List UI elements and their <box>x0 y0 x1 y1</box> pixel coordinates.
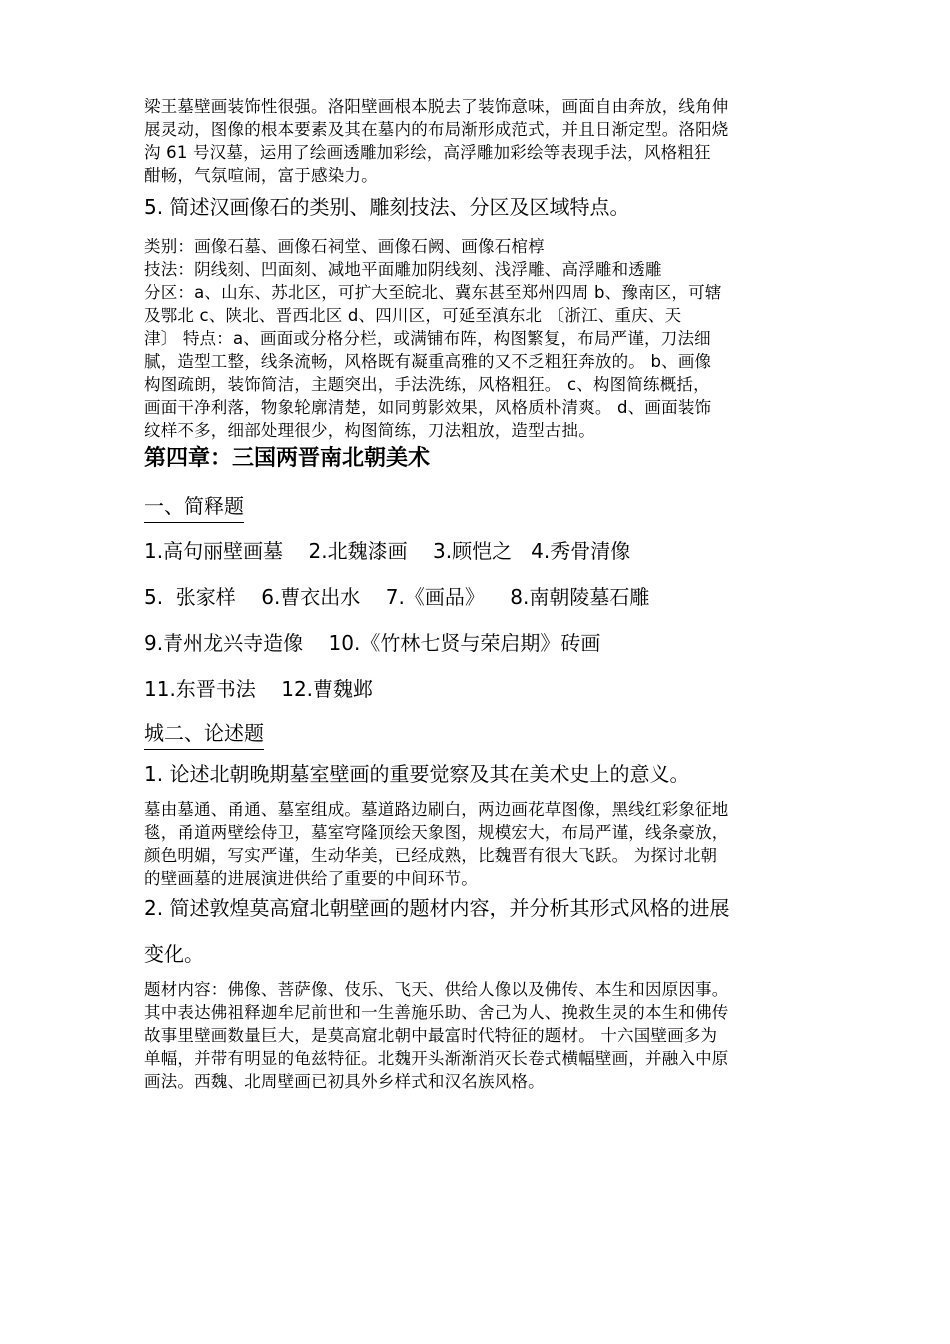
text-line: 的壁画墓的进展演进供给了重要的中间环节。 <box>144 869 478 888</box>
term-row: 11.东晋书法 12.曹魏邺 <box>144 677 374 701</box>
question-5: 5. 简述汉画像石的类别、雕刻技法、分区及区域特点。 <box>144 195 630 219</box>
answer-2 <box>144 978 814 1093</box>
question-1: 1. 论述北朝晚期墓室壁画的重要觉察及其在美术史上的意义。 <box>144 762 690 786</box>
text-line: 津〕 特点：a、画面或分格分栏，或满铺布阵，构图繁复，布局严谨，刀法细 <box>144 329 711 348</box>
question-2 <box>144 894 814 968</box>
text-line: 酣畅，气氛喧闹，富于感染力。 <box>144 166 378 185</box>
text-line: 画法。西魏、北周壁画已初具外乡样式和汉名族风格。 <box>144 1072 545 1091</box>
text-line: 画面干净利落，物象轮廓清楚，如同剪影效果，风格质朴清爽。 d、画面装饰 <box>144 398 712 417</box>
section-title: 一、简释题 <box>144 492 244 523</box>
term-row: 1.高句丽壁画墓 2.北魏漆画 3.顾恺之 4.秀骨清像 <box>144 539 631 563</box>
text-line: 毯，甬道两壁绘侍卫，墓室穹隆顶绘天象图，规模宏大，布局严谨，线条豪放， <box>144 823 729 842</box>
text-line: 变化。 <box>144 942 204 966</box>
text-line: 及鄂北 c、陕北、晋西北区 d、四川区，可延至滇东北 〔浙江、重庆、天 <box>144 306 682 325</box>
text-line: 沟 61 号汉墓，运用了绘画透雕加彩绘，高浮雕加彩绘等表现手法，风格粗狂 <box>144 143 711 162</box>
section-heading-1 <box>144 492 814 523</box>
section-title-text: 二、论述题 <box>164 721 264 745</box>
answer-1 <box>144 798 814 890</box>
page-content <box>144 95 814 1093</box>
term-list <box>144 537 814 703</box>
chapter-heading: 第四章：三国两晋南北朝美术 <box>144 446 431 471</box>
section-prefix: 城 <box>144 721 164 745</box>
text-line: 单幅，并带有明显的龟兹特征。北魏开头渐渐消灭长卷式横幅壁画，并融入中原 <box>144 1049 729 1068</box>
section-title <box>144 719 264 750</box>
text-line: 2. 简述敦煌莫高窟北朝壁画的题材内容，并分析其形式风格的进展 <box>144 896 730 920</box>
text-line: 梁王墓壁画装饰性很强。洛阳壁画根本脱去了装饰意味，画面自由奔放，线角伸 <box>144 97 729 116</box>
text-line: 展灵动，图像的根本要素及其在墓内的布局渐形成范式，并且日渐定型。洛阳烧 <box>144 120 729 139</box>
term-row: 5. 张家样 6.曹衣出水 7.《画品》 8.南朝陵墓石雕 <box>144 585 650 609</box>
text-line: 类别：画像石墓、画像石祠堂、画像石阙、画像石棺椁 <box>144 237 545 256</box>
answer-5 <box>144 235 814 442</box>
text-line: 故事里壁画数量巨大，是莫高窟北朝中最富时代特征的题材。 十六国壁画多为 <box>144 1026 718 1045</box>
text-line: 分区：a、山东、苏北区，可扩大至皖北、冀东甚至郑州四周 b、豫南区，可辖 <box>144 283 722 302</box>
text-line: 其中表达佛祖释迦牟尼前世和一生善施乐助、舍己为人、挽救生灵的本生和佛传 <box>144 1003 729 1022</box>
text-line: 颜色明媚，写实严谨，生动华美，已经成熟，比魏晋有很大飞跃。 为探讨北朝 <box>144 846 718 865</box>
text-line: 纹样不多，细部处理很少，构图简练，刀法粗放，造型古拙。 <box>144 421 595 440</box>
text-line: 构图疏朗，装饰简洁，主题突出，手法洗练，风格粗狂。 c、构图简练概括， <box>144 375 710 394</box>
text-line: 题材内容：佛像、菩萨像、伎乐、飞天、供给人像以及佛传、本生和因原因事。 <box>144 980 729 999</box>
text-line: 技法：阴线刻、凹面刻、减地平面雕加阴线刻、浅浮雕、高浮雕和透雕 <box>144 260 662 279</box>
section-heading-2 <box>144 719 814 750</box>
term-row: 9.青州龙兴寺造像 10.《竹林七贤与荣启期》砖画 <box>144 631 601 655</box>
intro-paragraph <box>144 95 814 187</box>
text-line: 墓由墓通、甬通、墓室组成。墓道路边刷白，两边画花草图像，黑线红彩象征地 <box>144 800 729 819</box>
text-line: 腻，造型工整，线条流畅，风格既有凝重高雅的又不乏粗狂奔放的。 b、画像 <box>144 352 712 371</box>
